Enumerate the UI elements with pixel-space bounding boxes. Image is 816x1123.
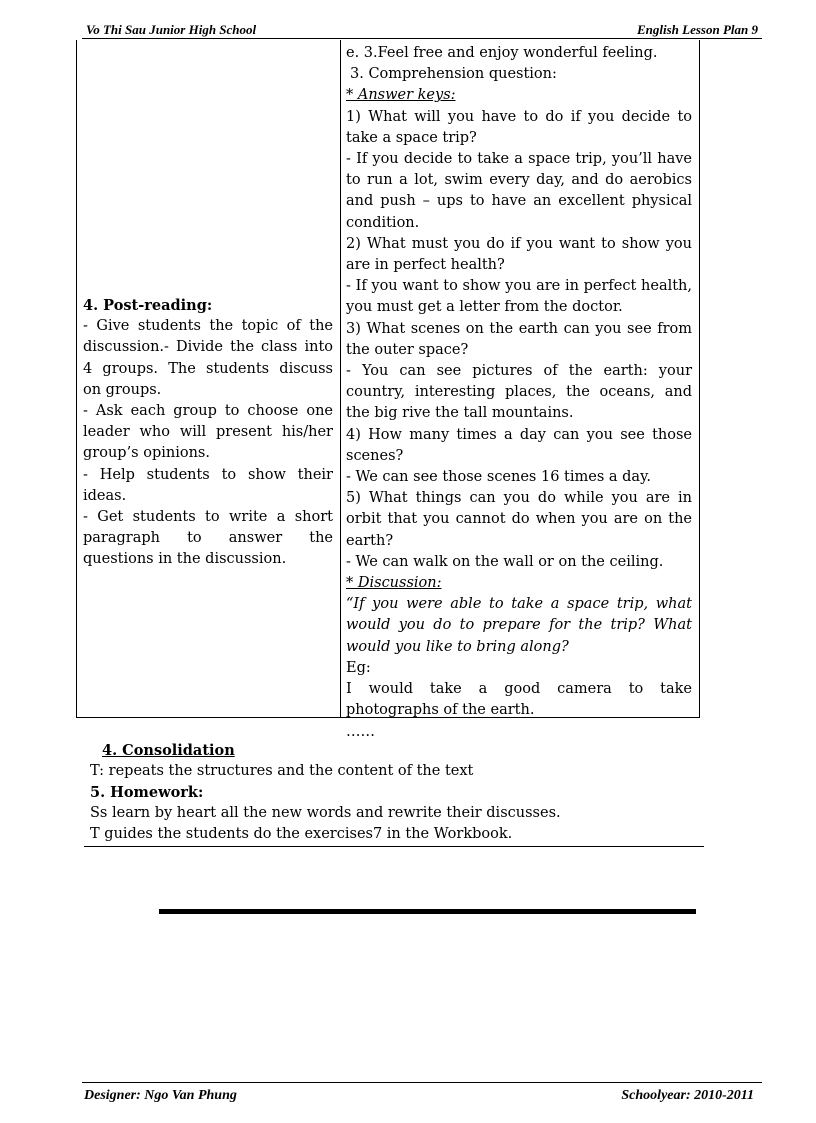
homework-line: Ss learn by heart all the new words and rewrite their discusses. [90, 805, 561, 821]
qa-line: 1) What will you have to do if you decide to take a space trip? [346, 108, 692, 146]
section-rule [84, 846, 704, 847]
qa-line: - If you decide to take a space trip, you’ll have to run a lot, swim every day, and do aerobics and push – ups to have an excellent physical condition. [346, 151, 692, 231]
eg-label: Eg: [346, 659, 371, 676]
page-header [82, 20, 762, 39]
left-line: - Get students to write a short paragraph to answer the questions in the discussion. [83, 509, 333, 568]
qa-line: - We can walk on the wall or on the ceiling. [346, 553, 664, 570]
lesson-table [76, 40, 700, 740]
closing-section [84, 740, 704, 845]
school-year: Schoolyear: 2010-2011 [621, 1088, 754, 1103]
qa-line: 3) What scenes on the earth can you see from the outer space? [346, 320, 692, 358]
left-line: - Help students to show their ideas. [83, 466, 333, 504]
homework-line: T guides the students do the exercises7 in the Workbook. [90, 826, 513, 842]
consolidation-text: T: repeats the structures and the content of the text [90, 763, 474, 779]
column-divider [340, 40, 341, 717]
qa-line: - You can see pictures of the earth: your country, interesting places, the oceans, and the big rive the tall mountains. [346, 363, 692, 422]
school-name: Vo Thi Sau Junior High School [86, 22, 257, 37]
feel-free-line: e. 3.Feel free and enjoy wonderful feeling. [346, 45, 658, 61]
qa-line: 5) What things can you do while you are in orbit that you cannot do when you are on the earth? [346, 490, 692, 549]
qa-line: - We can see those scenes 16 times a day. [346, 469, 651, 486]
left-column [83, 295, 333, 571]
qa-line: 2) What must you do if you want to show you are in perfect health? [346, 235, 692, 274]
right-column [346, 43, 692, 743]
qa-line: 4) How many times a day can you see those scenes? [346, 426, 692, 464]
discussion-label: * Discussion: [346, 575, 442, 592]
page-footer [82, 1082, 762, 1107]
discussion-question: “If you were able to take a space trip, what would you do to prepare for the trip? What would you like to bring along? [346, 596, 692, 655]
left-line: - Give students the topic of the discussion.- Divide the class into 4 groups. The students discuss on groups. [83, 318, 333, 398]
thick-divider [159, 909, 696, 914]
designer-name: Designer: Ngo Van Phung [84, 1088, 237, 1103]
answer-keys-label: * Answer keys: [346, 87, 456, 104]
consolidation-heading: 4. Consolidation [102, 742, 235, 759]
post-reading-heading: 4. Post-reading: [83, 297, 213, 314]
ellipsis: …… [346, 723, 375, 740]
left-line: - Ask each group to choose one leader who will present his/her group’s opinions. [83, 403, 333, 462]
comprehension-heading: 3. Comprehension question: [350, 66, 557, 83]
homework-heading: 5. Homework: [90, 784, 204, 801]
qa-line: - If you want to show you are in perfect health, you must get a letter from the doctor. [346, 278, 692, 316]
eg-text: I would take a good camera to take photographs of the earth. [346, 681, 692, 719]
plan-title: English Lesson Plan 9 [636, 22, 758, 37]
